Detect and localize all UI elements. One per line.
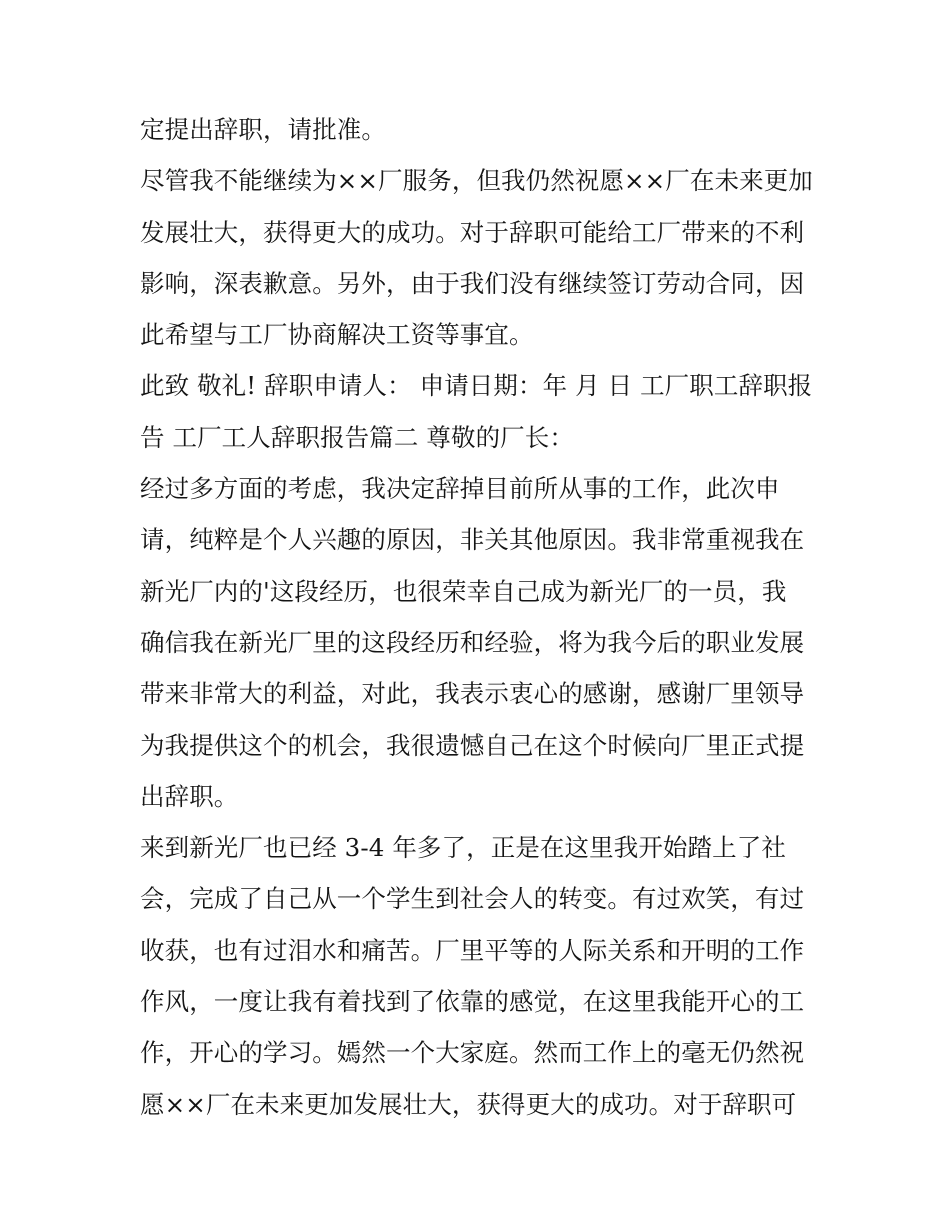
text-line: 定提出辞职，请批准。 (140, 115, 386, 144)
paragraph-good-wishes (140, 155, 820, 360)
paragraph-resignation-reason (140, 463, 820, 822)
text-line: 此致 敬礼! 辞职申请人： 申请日期：年 月 日 工厂职工辞职报 (140, 371, 813, 401)
paragraph-closing-and-heading (140, 360, 820, 463)
text-line: 发展壮大，获得更大的成功。对于辞职可能给工厂带来的不利 (140, 217, 805, 247)
text-line: 为我提供这个的机会，我很遗憾自己在这个时候向厂里正式提 (140, 730, 805, 760)
text-line: 带来非常大的利益，对此，我表示衷心的感谢，感谢厂里领导 (140, 679, 805, 709)
text-line: 愿××厂在未来更加发展壮大，获得更大的成功。对于辞职可 (140, 1089, 797, 1119)
document-body (140, 104, 820, 1130)
text-line: 确信我在新光厂里的这段经历和经验，将为我今后的职业发展 (140, 627, 805, 657)
text-line: 作风，一度让我有着找到了依靠的感觉，在这里我能开心的工 (140, 987, 805, 1017)
text-line: 会，完成了自己从一个学生到社会人的转变。有过欢笑，有过 (140, 884, 805, 914)
text-line: 此希望与工厂协商解决工资等事宜。 (140, 320, 534, 350)
text-line: 新光厂内的'这段经历，也很荣幸自己成为新光厂的一员，我 (140, 576, 787, 606)
text-line: 尽管我不能继续为××厂服务，但我仍然祝愿××厂在未来更加 (140, 166, 813, 196)
paragraph-work-experience (140, 822, 820, 1130)
text-line: 出辞职。 (140, 781, 239, 811)
text-line: 经过多方面的考虑，我决定辞掉目前所从事的工作，此次申 (140, 474, 780, 504)
paragraph-approval-request (140, 104, 820, 155)
text-line: 影响，深表歉意。另外，由于我们没有继续签订劳动合同，因 (140, 268, 805, 298)
text-line: 收获，也有过泪水和痛苦。厂里平等的人际关系和开明的工作 (140, 935, 805, 965)
text-line: 告 工厂工人辞职报告篇二 尊敬的厂长： (140, 422, 574, 452)
text-line: 请，纯粹是个人兴趣的原因，非关其他原因。我非常重视我在 (140, 525, 805, 555)
text-line: 作，开心的学习。嫣然一个大家庭。然而工作上的毫无仍然祝 (140, 1038, 805, 1068)
text-line: 来到新光厂也已经 3-4 年多了，正是在这里我开始踏上了社 (140, 833, 786, 863)
